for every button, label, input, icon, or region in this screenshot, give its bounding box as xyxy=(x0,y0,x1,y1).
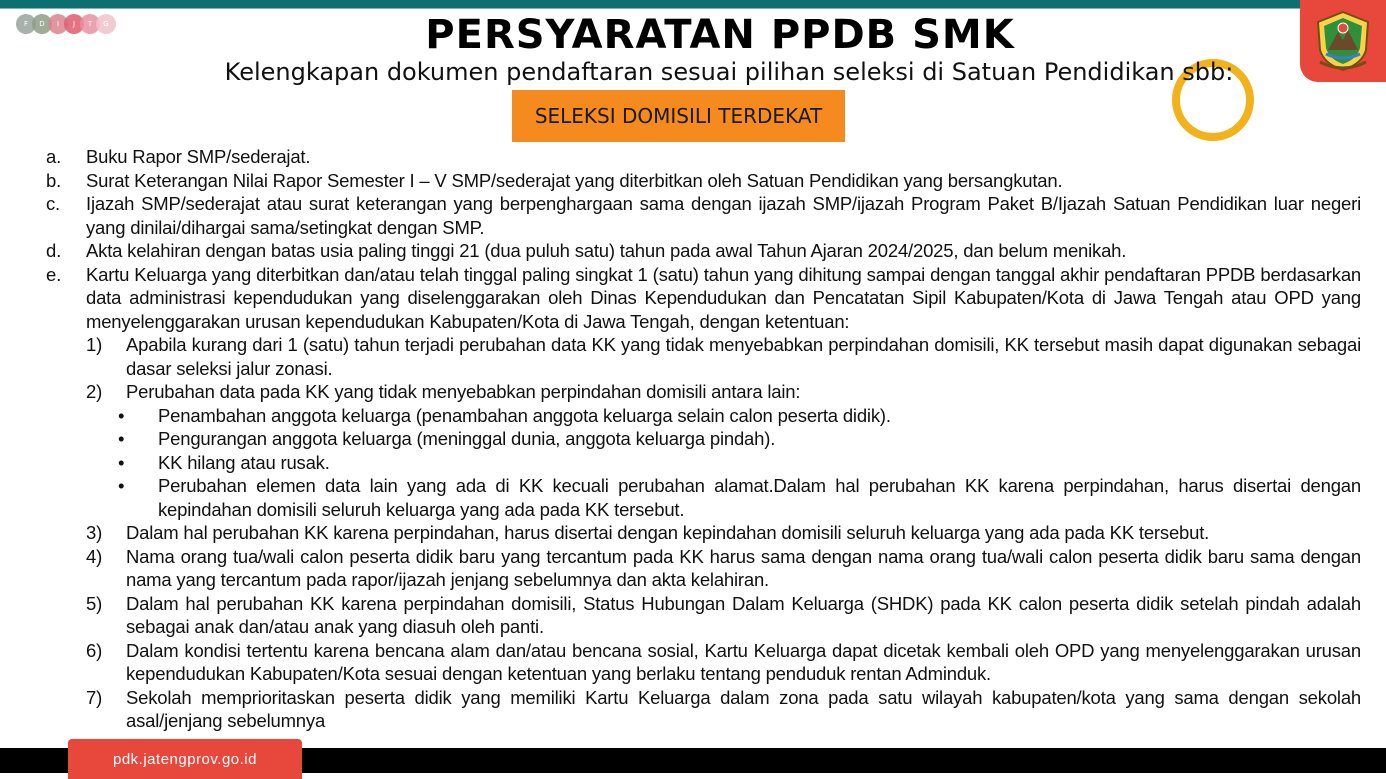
sub-list-text: Sekolah memprioritaskan peserta didik yang memiliki Kartu Keluarga dalam zona pada satu wilayah kabupaten/kota yang sama dengan sekolah asal/jenjang sebelumnya xyxy=(126,686,1361,731)
bullet-icon: • xyxy=(118,428,125,449)
sub-list-item xyxy=(46,639,1361,686)
logo-dot: T xyxy=(80,14,100,34)
bullet-icon: • xyxy=(118,451,125,473)
requirements-list xyxy=(46,145,1361,733)
bullet-icon: • xyxy=(118,404,125,426)
website-link[interactable]: pdk.jatengprov.go.id xyxy=(68,739,302,779)
list-label: a. xyxy=(46,146,62,167)
bullet-icon: • xyxy=(118,475,125,496)
list-text: Ijazah SMP/sederajat atau surat keterangan yang berpenghargaan sama dengan ijazah SMP/ijazah Program Paket B/Ijazah Satuan Pendidikan luar negeri yang dinilai/dihargai sama/setingkat dengan SMP. xyxy=(86,193,1361,238)
bullet-item xyxy=(46,474,1361,521)
list-item xyxy=(46,145,1361,169)
sub-list-text: Dalam hal perubahan KK karena perpindahan, harus disertai dengan kepindahan domisili seluruh keluarga yang ada pada KK tersebut. xyxy=(126,522,1210,543)
list-text: Akta kelahiran dengan batas usia paling tinggi 21 (dua puluh satu) tahun pada awal Tahun Ajaran 2024/2025, dan belum menikah. xyxy=(86,240,1127,261)
sub-list-text: Dalam kondisi tertentu karena bencana alam dan/atau bencana sosial, Kartu Keluarga dapat dicetak kembali oleh OPD yang menyelenggarakan urusan kependudukan Kabupaten/Kota sesuai dengan ketentuan yang berlaku tentang penduduk rentan Adminduk. xyxy=(126,639,1361,684)
list-label: c. xyxy=(46,193,60,214)
bullet-text: Perubahan elemen data lain yang ada di KK kecuali perubahan alamat.Dalam hal perubahan KK karena perpindahan, harus disertai dengan kepindahan domisili seluruh keluarga yang ada pada KK tersebut. xyxy=(158,475,1361,520)
list-item xyxy=(46,239,1361,263)
bullet-text: KK hilang atau rusak. xyxy=(158,451,330,473)
top-accent-line xyxy=(0,8,1300,9)
logo-dot: D xyxy=(32,14,52,34)
sub-list-item xyxy=(46,333,1361,380)
list-text: Kartu Keluarga yang diterbitkan dan/atau telah tinggal paling singkat 1 (satu) tahun yang dihitung sampai dengan tanggal akhir pendaftaran PPDB berdasarkan data administrasi kependudukan yang diselenggarakan oleh Dinas Kependudukan dan Pencatatan Sipil Kabupaten/Kota di Jawa Tengah atau OPD yang menyelenggarakan urusan kependudukan Kabupaten/Kota di Jawa Tengah, dengan ketentuan: xyxy=(86,263,1361,332)
sub-list-item xyxy=(46,686,1361,733)
selection-badge: SELEKSI DOMISILI TERDEKAT xyxy=(512,90,845,142)
logo-dot: G xyxy=(96,14,116,34)
sub-list-label: 7) xyxy=(86,686,103,708)
list-label: e. xyxy=(46,263,62,285)
sub-list-item xyxy=(46,592,1361,639)
sub-list-label: 4) xyxy=(86,545,103,567)
sub-list-label: 3) xyxy=(86,522,103,543)
sub-list-item xyxy=(46,545,1361,592)
logo-dot: I xyxy=(48,14,68,34)
list-text: Buku Rapor SMP/sederajat. xyxy=(86,146,311,167)
sub-list-text: Dalam hal perubahan KK karena perpindahan domisili, Status Hubungan Dalam Keluarga (SHDK) pada KK calon peserta didik setelah pindah adalah sebagai anak dan/atau anak yang diasuh oleh panti. xyxy=(126,592,1361,637)
sub-list-label: 6) xyxy=(86,639,103,661)
sub-list-item xyxy=(46,380,1361,404)
bullet-item xyxy=(46,404,1361,428)
list-label: b. xyxy=(46,169,62,191)
sub-list-item xyxy=(46,521,1361,545)
sub-list-text: Apabila kurang dari 1 (satu) tahun terjadi perubahan data KK yang tidak menyebabkan perpindahan domisili, KK tersebut masih dapat digunakan sebagai dasar seleksi jalur zonasi. xyxy=(126,334,1361,379)
list-item xyxy=(46,192,1361,239)
bullet-item xyxy=(46,427,1361,451)
sub-list-text: Perubahan data pada KK yang tidak menyebabkan perpindahan domisili antara lain: xyxy=(126,381,801,402)
page-title: PERSYARATAN PPDB SMK xyxy=(425,12,1015,58)
sub-list-label: 2) xyxy=(86,381,103,402)
list-label: d. xyxy=(46,240,62,261)
logo-dot: J xyxy=(64,14,84,34)
top-accent-bar xyxy=(0,0,1300,8)
list-item xyxy=(46,169,1361,193)
bullet-item xyxy=(46,451,1361,475)
logo-dot: F xyxy=(16,14,36,34)
bullet-text: Pengurangan anggota keluarga (meninggal dunia, anggota keluarga pindah). xyxy=(158,428,776,449)
sub-list-label: 1) xyxy=(86,334,103,355)
sub-list-label: 5) xyxy=(86,592,103,614)
page-subtitle: Kelengkapan dokumen pendaftaran sesuai pilihan seleksi di Satuan Pendidikan sbb: xyxy=(224,58,1234,86)
sub-list-text: Nama orang tua/wali calon peserta didik baru yang tercantum pada KK harus sama dengan nama orang tua/wali calon peserta didik baru sama dengan nama yang tercantum pada rapor/ijazah jenjang sebelumnya dan akta kelahiran. xyxy=(126,545,1361,590)
bullet-text: Penambahan anggota keluarga (penambahan anggota keluarga selain calon peserta didik). xyxy=(158,404,891,426)
list-text: Surat Keterangan Nilai Rapor Semester I – V SMP/sederajat yang diterbitkan oleh Satuan Pendidikan yang bersangkutan. xyxy=(86,169,1063,191)
list-item xyxy=(46,263,1361,334)
